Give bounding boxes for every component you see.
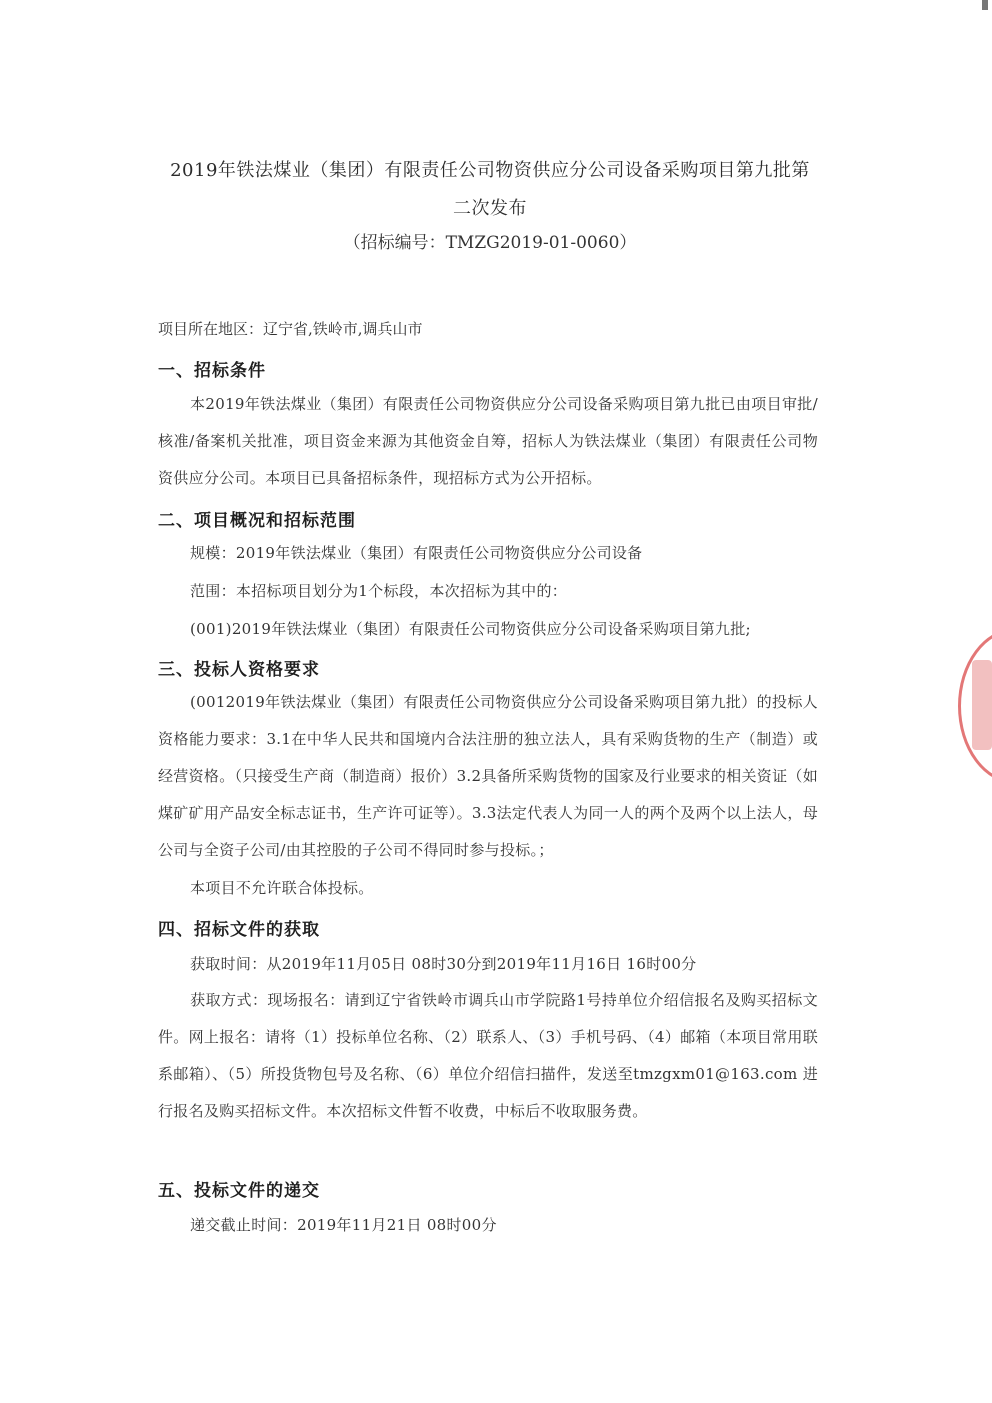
- section-2-heading: 二、项目概况和招标范围: [158, 511, 356, 531]
- section-1-paragraph: [158, 386, 818, 497]
- section-1-heading: 一、招标条件: [158, 361, 266, 381]
- section-2-scope: 范围：本招标项目划分为1个标段，本次招标为其中的：: [190, 582, 568, 600]
- section-2-scale: 规模：2019年铁法煤业（集团）有限责任公司物资供应分公司设备: [190, 544, 643, 562]
- scan-edge-mark: [982, 0, 988, 10]
- tender-code: （招标编号：TMZG2019-01-0060）: [343, 233, 637, 253]
- project-region: 项目所在地区：辽宁省,铁岭市,调兵山市: [158, 320, 423, 338]
- section-3-consortium: 本项目不允许联合体投标。: [190, 879, 374, 897]
- section-2-lot: (001)2019年铁法煤业（集团）有限责任公司物资供应分公司设备采购项目第九批;: [190, 620, 751, 638]
- section-4-time: 获取时间：从2019年11月05日 08时30分到2019年11月16日 16时00分: [190, 955, 697, 973]
- document-title-line1: 2019年铁法煤业（集团）有限责任公司物资供应分公司设备采购项目第九批第: [170, 160, 810, 181]
- section-5-heading: 五、投标文件的递交: [158, 1181, 320, 1201]
- section-4-method: 获取方式：现场报名：请到辽宁省铁岭市调兵山市学院路1号持单位介绍信报名及购买招标文件。网上报名：请将（1）投标单位名称、（2）联系人、（3）手机号码、（4）邮箱（本项目常用联系邮箱）、（5）所投货物包号及名称、（6）单位介绍信扫描件，发送至tmzgxm01@163.com 进行报名及购买招标文件。本次招标文件暂不收费，中标后不收取服务费。: [158, 991, 818, 1120]
- document-title-line2: 二次发布: [453, 198, 527, 219]
- section-3-heading: 三、投标人资格要求: [158, 660, 320, 680]
- section-1-text: 本2019年铁法煤业（集团）有限责任公司物资供应分公司设备采购项目第九批已由项目审批/核准/备案机关批准，项目资金来源为其他资金自筹，招标人为铁法煤业（集团）有限责任公司物资供应分公司。本项目已具备招标条件，现招标方式为公开招标。: [158, 395, 818, 487]
- section-3-paragraph: [158, 684, 818, 869]
- section-4-paragraph: [158, 982, 818, 1130]
- section-5-deadline: 递交截止时间：2019年11月21日 08时00分: [190, 1216, 497, 1234]
- section-4-heading: 四、招标文件的获取: [158, 920, 320, 940]
- section-3-text: (0012019年铁法煤业（集团）有限责任公司物资供应分公司设备采购项目第九批）的投标人资格能力要求：3.1在中华人民共和国境内合法注册的独立法人，具有采购货物的生产（制造）或经营资格。（只接受生产商（制造商）报价）3.2具备所采购货物的国家及行业要求的相关资证（如煤矿矿用产品安全标志证书，生产许可证等）。3.3法定代表人为同一人的两个及两个以上法人，母公司与全资子公司/由其控股的子公司不得同时参与投标。；: [158, 693, 818, 859]
- red-seal-text-mark: [972, 660, 992, 750]
